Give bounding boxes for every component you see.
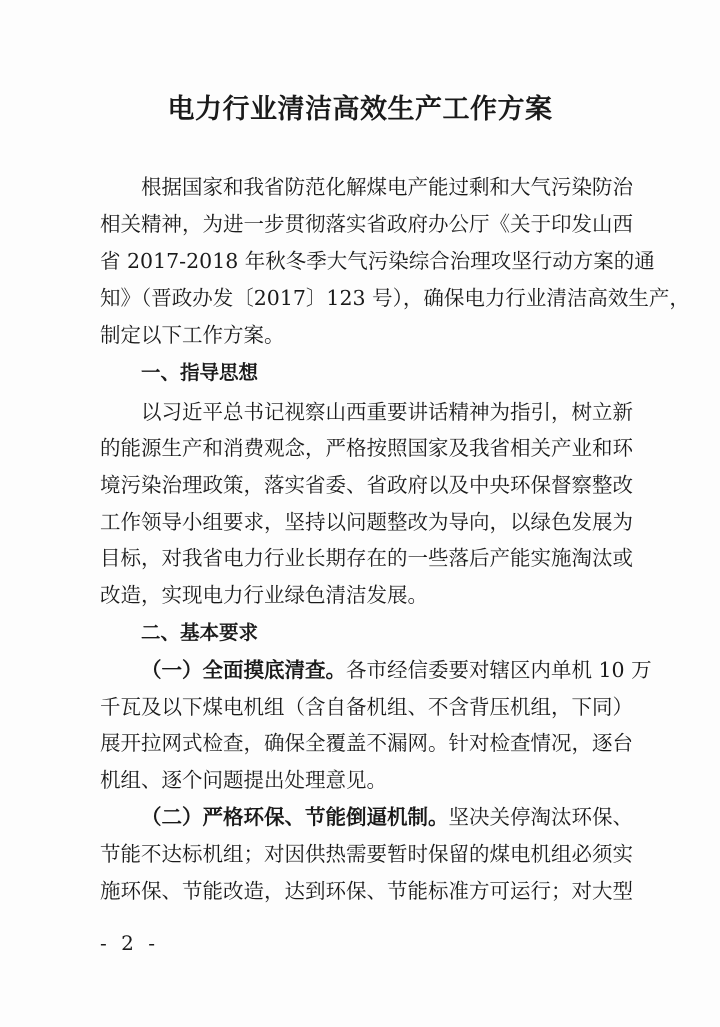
section1-line: 改造，实现电力行业绿色清洁发展。 bbox=[100, 583, 428, 607]
item1-text: 各市经信委要对辖区内单机 10 万 bbox=[346, 658, 652, 682]
document-title: 电力行业清洁高效生产工作方案 bbox=[167, 94, 553, 125]
section1-line: 境污染治理政策，落实省委、省政府以及中央环保督察整改 bbox=[100, 473, 633, 497]
item2-lead: （二）严格环保、节能倒逼机制。 bbox=[141, 805, 449, 829]
item1-lead: （一）全面摸底清查。 bbox=[141, 658, 346, 682]
section1-line: 目标，对我省电力行业长期存在的一些落后产能实施淘汰或 bbox=[100, 546, 633, 570]
item1-first-line bbox=[141, 655, 652, 685]
section1-line: 工作领导小组要求，坚持以问题整改为导向，以绿色发展为 bbox=[100, 510, 633, 534]
intro-line: 制定以下工作方案。 bbox=[100, 323, 285, 347]
item1-line: 机组、逐个问题提出处理意见。 bbox=[100, 768, 387, 792]
intro-line: 省 2017-2018 年秋冬季大气污染综合治理攻坚行动方案的通 bbox=[100, 249, 655, 273]
item2-first-line bbox=[141, 802, 633, 832]
item2-line: 施环保、节能改造，达到环保、节能标准方可运行；对大型 bbox=[100, 879, 633, 903]
intro-line: 知》（晋政办发〔2017〕123 号），确保电力行业清洁高效生产， bbox=[100, 286, 690, 310]
section-heading-guiding-thought: 一、指导思想 bbox=[141, 361, 259, 384]
item1-line: 展开拉网式检查，确保全覆盖不漏网。针对检查情况，逐台 bbox=[100, 731, 633, 755]
section1-line: 的能源生产和消费观念，严格按照国家及我省相关产业和环 bbox=[100, 436, 633, 460]
item2-text: 坚决关停淘汰环保、 bbox=[448, 805, 633, 829]
item1-line: 千瓦及以下煤电机组（含自备机组、不含背压机组，下同） bbox=[100, 695, 633, 719]
intro-line: 相关精神，为进一步贯彻落实省政府办公厅《关于印发山西 bbox=[100, 212, 633, 236]
item2-line: 节能不达标机组；对因供热需要暂时保留的煤电机组必须实 bbox=[100, 842, 633, 866]
intro-line: 根据国家和我省防范化解煤电产能过剩和大气污染防治 bbox=[141, 175, 633, 199]
page-number: - 2 - bbox=[100, 931, 159, 955]
section-heading-basic-requirements: 二、基本要求 bbox=[141, 621, 259, 644]
section1-line: 以习近平总书记视察山西重要讲话精神为指引，树立新 bbox=[141, 400, 633, 424]
